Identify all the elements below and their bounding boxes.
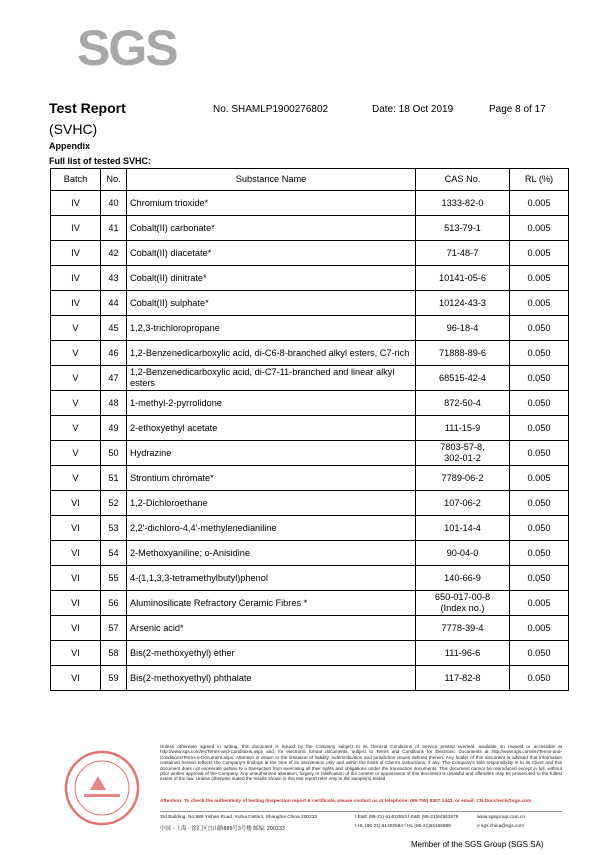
cell-cas: 107-06-2 xyxy=(416,491,510,516)
cell-cas: 10124-43-3 xyxy=(416,291,510,316)
footer-attention: Attention: To check the authenticity of testing /inspection report & certificate, please contact us at telephone: (86-755) 8307 1443, or email: CN.Doccheck@sgs.com xyxy=(160,799,532,804)
inspection-stamp xyxy=(60,738,160,838)
table-row xyxy=(51,391,569,416)
report-date: Date: 18 Oct 2019 xyxy=(372,104,454,115)
cell-no: 44 xyxy=(101,291,127,316)
cell-no: 54 xyxy=(101,541,127,566)
table-row xyxy=(51,291,569,316)
cell-no: 57 xyxy=(101,616,127,641)
cell-rl: 0.005 xyxy=(510,216,569,241)
cell-batch: VI xyxy=(51,616,101,641)
cell-batch: IV xyxy=(51,191,101,216)
footer-telephone-1: t E&E (86-21) 61402553 f E&E (86-21)64953679 xyxy=(355,815,459,820)
table-row xyxy=(51,191,569,216)
cell-substance: 1,2-Dichloroethane xyxy=(127,491,416,516)
cell-cas: 96-18-4 xyxy=(416,316,510,341)
cell-rl: 0.005 xyxy=(510,266,569,291)
footer-disclaimer: Unless otherwise agreed in writing, this document is issued by the Company subject to its General Conditions of Service printed overleaf, available on request or accessible at http://www.sgs.com/en/Terms-and-Conditions.aspx and, for electronic format documents, subject to Terms and Conditions for Electronic Documents at http://www.sgs.com/en/Terms-and-Conditions/Terms-e-Document.aspx. Attention is drawn to the limitation of liability, indemnification and jurisdiction issues defined therein. Any holder of this document is advised that information contained hereon reflects the Company's findings at the time of its intervention only and within the limits of Client's instructions, if any. The Company's sole responsibility is to its Client and this document does not exonerate parties to a transaction from exercising all their rights and obligations under the transaction documents. This document cannot be reproduced except in full, without prior written approval of the Company. Any unauthorized alteration, forgery or falsification of the content or appearance of this document is unlawful and offenders may be prosecuted to the fullest extent of the law. Unless otherwise stated the results shown in this test report refer only to the sample(s) tested xyxy=(160,744,562,782)
cell-batch: VI xyxy=(51,591,101,616)
header-batch: Batch xyxy=(51,169,101,191)
cell-batch: V xyxy=(51,366,101,391)
header-cas: CAS No. xyxy=(416,169,510,191)
page-number: Page 8 of 17 xyxy=(489,104,546,115)
cell-substance: Chromium trioxide* xyxy=(127,191,416,216)
table-row xyxy=(51,541,569,566)
cell-no: 51 xyxy=(101,466,127,491)
cell-batch: V xyxy=(51,341,101,366)
cell-rl: 0.050 xyxy=(510,341,569,366)
cell-rl: 0.050 xyxy=(510,541,569,566)
cell-rl: 0.050 xyxy=(510,666,569,691)
footer-divider xyxy=(160,811,562,812)
cell-rl: 0.050 xyxy=(510,366,569,391)
cell-cas: 71-48-7 xyxy=(416,241,510,266)
table-row xyxy=(51,366,569,391)
cell-no: 45 xyxy=(101,316,127,341)
cell-batch: V xyxy=(51,441,101,466)
table-row xyxy=(51,266,569,291)
cell-batch: IV xyxy=(51,266,101,291)
table-row xyxy=(51,241,569,266)
cell-rl: 0.050 xyxy=(510,491,569,516)
cell-cas: 650-017-00-8 (Index no.) xyxy=(416,591,510,616)
cell-substance: Bis(2-methoxyethyl) phthalate xyxy=(127,666,416,691)
cell-cas: 1333-82-0 xyxy=(416,191,510,216)
cell-substance: Cobalt(II) carbonate* xyxy=(127,216,416,241)
cell-batch: V xyxy=(51,466,101,491)
table-row xyxy=(51,516,569,541)
cell-substance: 1-methyl-2-pyrrolidone xyxy=(127,391,416,416)
footer-address-cn: 中国 · 上海 · 徐汇区宜山路889号3号楼 邮编: 200233 xyxy=(160,826,285,832)
cell-cas: 101-14-4 xyxy=(416,516,510,541)
cell-substance: Cobalt(II) sulphate* xyxy=(127,291,416,316)
footer-telephone-2: t HL (86-21) 61402594 f HL (86-21)61156899 xyxy=(355,824,451,829)
footer-email[interactable]: e sgs.china@sgs.com xyxy=(477,824,524,829)
cell-batch: VI xyxy=(51,491,101,516)
appendix-heading: Appendix xyxy=(49,141,91,151)
svhc-table xyxy=(50,168,569,691)
list-heading: Full list of tested SVHC: xyxy=(49,156,152,166)
footer-website[interactable]: www.sgsgroup.com.cn xyxy=(477,815,525,820)
cell-batch: VI xyxy=(51,566,101,591)
cell-cas: 117-82-8 xyxy=(416,666,510,691)
cell-batch: VI xyxy=(51,516,101,541)
cell-substance: Hydrazine xyxy=(127,441,416,466)
cell-substance: 2-ethoxyethyl acetate xyxy=(127,416,416,441)
cell-batch: IV xyxy=(51,241,101,266)
cell-no: 46 xyxy=(101,341,127,366)
member-text: Member of the SGS Group (SGS SA) xyxy=(411,840,544,849)
cell-substance: Strontium chromate* xyxy=(127,466,416,491)
cell-cas: 7803-57-8, 302-01-2 xyxy=(416,441,510,466)
cell-rl: 0.050 xyxy=(510,416,569,441)
report-subtitle: (SVHC) xyxy=(49,121,98,137)
cell-no: 42 xyxy=(101,241,127,266)
cell-rl: 0.005 xyxy=(510,241,569,266)
cell-substance: Bis(2-methoxyethyl) ether xyxy=(127,641,416,666)
table-row xyxy=(51,566,569,591)
cell-rl: 0.005 xyxy=(510,591,569,616)
cell-substance: Cobalt(II) diacetate* xyxy=(127,241,416,266)
cell-cas: 111-15-9 xyxy=(416,416,510,441)
cell-substance: 4-(1,1,3,3-tetramethylbutyl)phenol xyxy=(127,566,416,591)
cell-substance: 2-Methoxyaniline; o-Anisidine xyxy=(127,541,416,566)
table-header-row xyxy=(51,169,569,191)
cell-cas: 7778-39-4 xyxy=(416,616,510,641)
cell-no: 47 xyxy=(101,366,127,391)
cell-batch: VI xyxy=(51,541,101,566)
cell-rl: 0.005 xyxy=(510,616,569,641)
report-number: No. SHAMLP1900276802 xyxy=(213,104,329,115)
cell-rl: 0.050 xyxy=(510,641,569,666)
cell-substance: Aluminosilicate Refractory Ceramic Fibres * xyxy=(127,591,416,616)
sgs-logo xyxy=(77,20,177,76)
cell-no: 40 xyxy=(101,191,127,216)
cell-cas: 7789-06-2 xyxy=(416,466,510,491)
header-no: No. xyxy=(101,169,127,191)
table-row xyxy=(51,591,569,616)
cell-cas: 111-96-6 xyxy=(416,641,510,666)
cell-batch: V xyxy=(51,391,101,416)
cell-cas: 513-79-1 xyxy=(416,216,510,241)
table-row xyxy=(51,666,569,691)
cell-rl: 0.050 xyxy=(510,441,569,466)
sgs-logo-text: SGS xyxy=(77,20,177,76)
cell-rl: 0.005 xyxy=(510,291,569,316)
cell-batch: VI xyxy=(51,666,101,691)
cell-no: 43 xyxy=(101,266,127,291)
cell-batch: VI xyxy=(51,641,101,666)
cell-cas: 71888-89-6 xyxy=(416,341,510,366)
cell-cas: 872-50-4 xyxy=(416,391,510,416)
footer-address-en: 3rd Building, No.889 Yishan Road, Xuhui District, Shanghai China 200233 xyxy=(160,815,318,820)
cell-rl: 0.050 xyxy=(510,316,569,341)
cell-batch: V xyxy=(51,316,101,341)
cell-no: 58 xyxy=(101,641,127,666)
cell-rl: 0.050 xyxy=(510,391,569,416)
cell-substance: 1,2-Benzenedicarboxylic acid, di-C6-8-branched alkyl esters, C7-rich xyxy=(127,341,416,366)
cell-no: 50 xyxy=(101,441,127,466)
cell-substance: Arsenic acid* xyxy=(127,616,416,641)
cell-no: 49 xyxy=(101,416,127,441)
cell-no: 55 xyxy=(101,566,127,591)
cell-substance: 1,2-Benzenedicarboxylic acid, di-C7-11-branched and linear alkyl esters xyxy=(127,366,416,391)
cell-no: 52 xyxy=(101,491,127,516)
cell-no: 41 xyxy=(101,216,127,241)
table-row xyxy=(51,441,569,466)
cell-substance: Cobalt(II) dinitrate* xyxy=(127,266,416,291)
table-row xyxy=(51,466,569,491)
cell-rl: 0.050 xyxy=(510,516,569,541)
table-row xyxy=(51,616,569,641)
table-row xyxy=(51,216,569,241)
cell-no: 56 xyxy=(101,591,127,616)
report-title: Test Report xyxy=(49,100,126,116)
cell-rl: 0.050 xyxy=(510,566,569,591)
table-row xyxy=(51,316,569,341)
cell-batch: IV xyxy=(51,216,101,241)
table-row xyxy=(51,416,569,441)
header-rl: RL (%) xyxy=(510,169,569,191)
cell-no: 59 xyxy=(101,666,127,691)
cell-cas: 10141-05-6 xyxy=(416,266,510,291)
cell-batch: V xyxy=(51,416,101,441)
cell-cas: 68515-42-4 xyxy=(416,366,510,391)
cell-no: 53 xyxy=(101,516,127,541)
cell-rl: 0.005 xyxy=(510,191,569,216)
cell-cas: 140-66-9 xyxy=(416,566,510,591)
cell-no: 48 xyxy=(101,391,127,416)
cell-rl: 0.005 xyxy=(510,466,569,491)
header-substance: Substance Name xyxy=(127,169,416,191)
table-row xyxy=(51,491,569,516)
table-row xyxy=(51,341,569,366)
cell-batch: IV xyxy=(51,291,101,316)
cell-substance: 2,2'-dichloro-4,4'-methylenedianiline xyxy=(127,516,416,541)
cell-cas: 90-04-0 xyxy=(416,541,510,566)
cell-substance: 1,2,3-trichloropropane xyxy=(127,316,416,341)
table-row xyxy=(51,641,569,666)
